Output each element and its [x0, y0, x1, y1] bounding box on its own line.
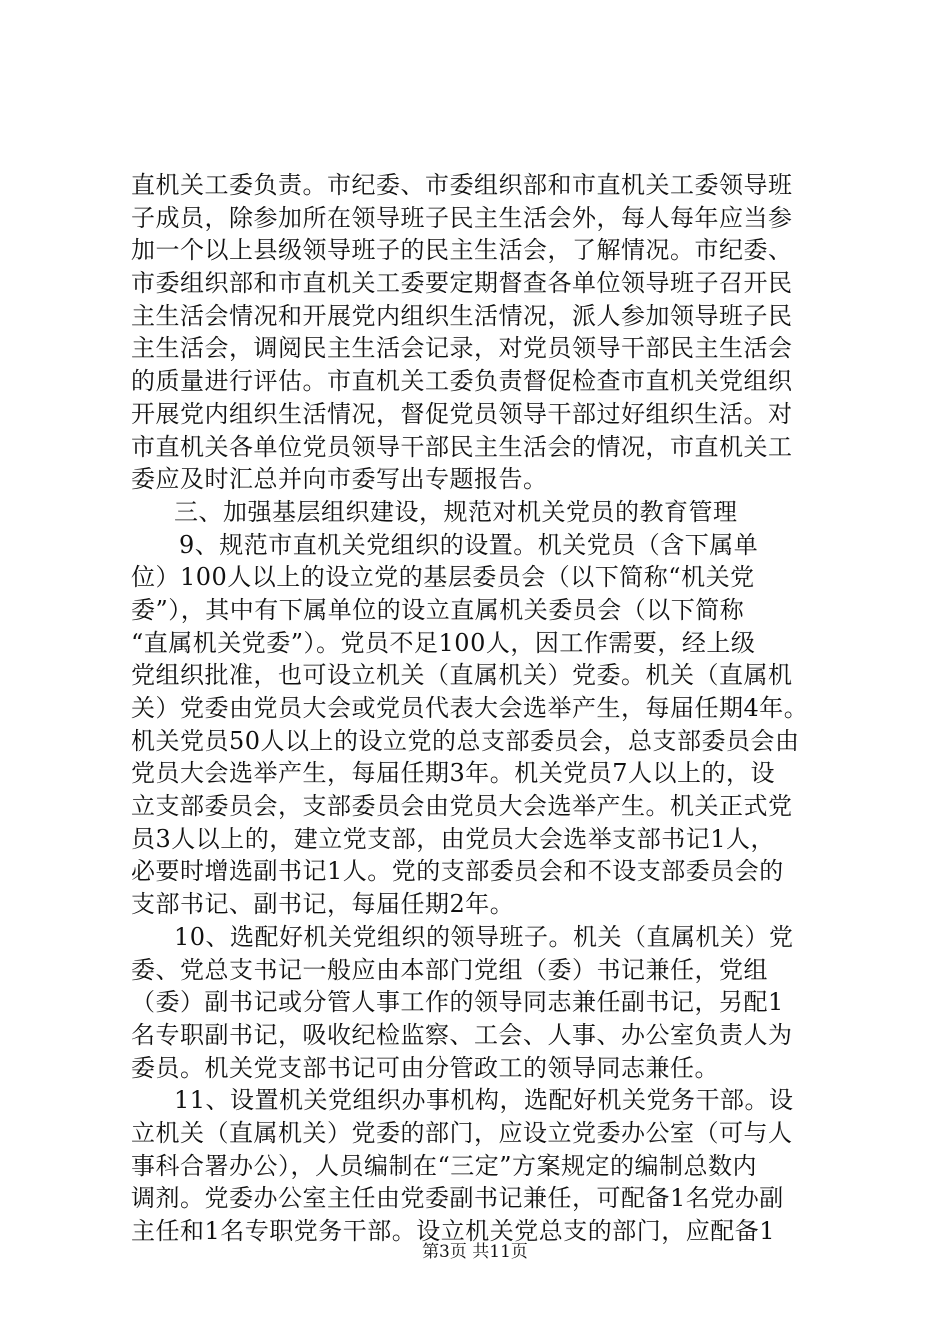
text-line: 委员。机关党支部书记可由分管政工的领导同志兼任。: [131, 1053, 719, 1082]
text-line: 员3人以上的，建立党支部，由党员大会选举支部书记1人，: [131, 824, 776, 853]
section-heading: 三、加强基层组织建设，规范对机关党员的教育管理: [174, 497, 738, 526]
page-footer: [0, 1242, 950, 1262]
text-line: 必要时增选副书记1人。党的支部委员会和不设支部委员会的: [131, 857, 784, 886]
text-line: 开展党内组织生活情况，督促党员领导干部过好组织生活。对: [131, 399, 793, 428]
text-line: 委”），其中有下属单位的设立直属机关委员会（以下简称: [131, 595, 745, 624]
text-line: 9、规范市直机关党组织的设置。机关党员（含下属单: [179, 530, 759, 559]
text-line: 机关党员50人以上的设立党的总支部委员会，总支部委员会由: [131, 726, 800, 755]
text-line: 名专职副书记，吸收纪检监察、工会、人事、办公室负责人为: [131, 1020, 793, 1049]
text-line: 事科合署办公），人员编制在“三定”方案规定的编制总数内: [131, 1151, 758, 1180]
text-line: 市直机关各单位党员领导干部民主生活会的情况，市直机关工: [131, 432, 793, 461]
body-text: [131, 169, 831, 1248]
text-line: 支部书记、副书记，每届任期2年。: [131, 890, 515, 919]
text-line: 直机关工委负责。市纪委、市委组织部和市直机关工委领导班: [131, 171, 793, 199]
text-line: 10、选配好机关党组织的领导班子。机关（直属机关）党: [174, 922, 794, 951]
text-line: 11、设置机关党组织办事机构，选配好机关党务干部。设: [174, 1086, 794, 1115]
text-line: 委、党总支书记一般应由本部门党组（委）书记兼任，党组: [131, 955, 768, 984]
text-line: 关）党委由党员大会或党员代表大会选举产生，每届任期4年。: [131, 694, 809, 722]
text-line: 的质量进行评估。市直机关工委负责督促检查市直机关党组织: [131, 367, 793, 396]
text-line: 位）100人以上的设立党的基层委员会（以下简称“机关党: [131, 563, 755, 592]
text-line: 市委组织部和市直机关工委要定期督查各单位领导班子召开民: [131, 269, 793, 298]
text-line: 党员大会选举产生，每届任期3年。机关党员7人以上的，设: [131, 759, 776, 788]
text-line: 委应及时汇总并向市委写出专题报告。: [131, 465, 548, 494]
page-number-label: 第3页 共11页: [422, 1242, 528, 1262]
text-line: 子成员，除参加所在领导班子民主生活会外，每人每年应当参: [131, 203, 793, 232]
text-line: 调剂。党委办公室主任由党委副书记兼任，可配备1名党办副: [131, 1184, 784, 1213]
text-line: 主生活会情况和开展党内组织生活情况，派人参加领导班子民: [131, 301, 793, 330]
text-line: 立支部委员会，支部委员会由党员大会选举产生。机关正式党: [131, 792, 793, 821]
text-line: 立机关（直属机关）党委的部门，应设立党委办公室（可与人: [131, 1118, 793, 1147]
text-line: 主任和1名专职党务干部。设立机关党总支的部门，应配备1: [131, 1217, 776, 1245]
text-line: 主生活会，调阅民主生活会记录，对党员领导干部民主生活会: [131, 334, 793, 363]
text-line: “直属机关党委”）。党员不足100人，因工作需要，经上级: [131, 628, 756, 657]
text-line: （委）副书记或分管人事工作的领导同志兼任副书记，另配1: [131, 988, 784, 1017]
text-line: 加一个以上县级领导班子的民主生活会，了解情况。市纪委、: [131, 236, 793, 265]
text-line: 党组织批准，也可设立机关（直属机关）党委。机关（直属机: [131, 661, 793, 690]
